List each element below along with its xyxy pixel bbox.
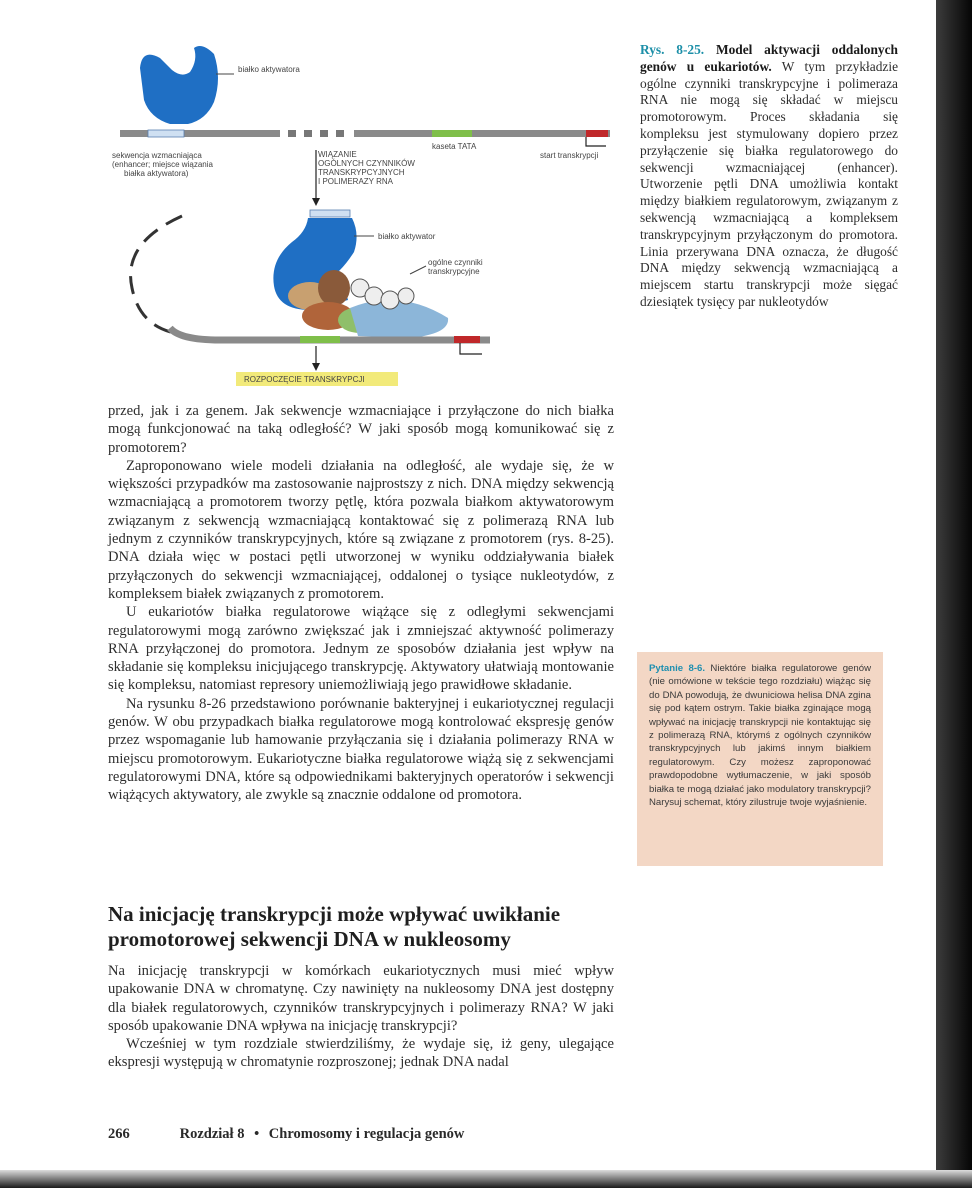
activation-diagram (110, 38, 630, 398)
label-start: start transkrypcji (540, 151, 599, 160)
paragraph-4: Na rysunku 8-26 przedstawiono porównanie bakteryjnej i eukariotycznej regulacji genów. W obu przypadkach białka regulatorowe mogą kontrolować ekspresję genów przez wspomaganie lub hamowanie przyłączania się i działania polimerazy RNA w miejscu promotorowym. Eukariotyczne białka regulatorowe wiążą się z sekwencjami regulatorowymi DNA, które są odpowiednikami bakteryjnych operatorów i sekwencji wiążących aktywatory, ale zwykle są znacznie oddalone od promotora. (108, 695, 614, 804)
gtf-brown (318, 270, 350, 306)
label-activator-top: białko aktywatora (238, 65, 300, 74)
paragraph-6: Wcześniej w tym rozdziale stwierdziliśmy, że wydaje się, iż geny, ulegające ekspresji występują w chromatynie rozproszonej; jednak DNA nadal (108, 1036, 614, 1071)
chapter-name: Rozdział 8 (179, 1126, 245, 1142)
label-enhancer-2: (enhancer; miejsce wiązania (112, 160, 213, 169)
label-activator-mid: białko aktywator (378, 232, 436, 241)
paragraph-5: Na inicjację transkrypcji w komórkach eukariotycznych musi mieć wpływ upakowanie DNA w chromatynę. Czy nawinięty na nukleosomy DNA jest dostępny dla białek regulatorowych, czynników transkrypcyjnych i polimerazy RNA? W jaki sposób upakowanie DNA wpływa na inicjację transkrypcji? (108, 963, 614, 1034)
question-box (637, 652, 883, 866)
caption-text: W tym przykładzie ogólne czynniki transkrypcyjne i polimeraza RNA nie mogą się składać w miejscu promotorowym. Proces składania się kompleksu jest stymulowany dopiero przez przyłączenie się białka regulatorowego do sekwencji wzmacniającej (enhancer). Utworzenie pętli DNA umożliwia kontakt między białkiem regulatorowym, związanym z sekwencją wzmacniającą a kompleksem transkrypcyjnym przyłączonym do promotora. Linia przerywana DNA oznacza, że długość DNA między sekwencją wzmacniającą a miejscem startu transkrypcji może sięgać dziesiątek tysięcy par nukleotydów (640, 58, 899, 309)
page-footer (108, 1126, 464, 1143)
start-site-top (586, 130, 608, 137)
rna-polymerase (350, 300, 448, 338)
label-result: ROZPOCZĘCIE TRANSKRYPCJI (244, 375, 365, 384)
page-edge-shadow (936, 0, 972, 1188)
bottom-edge-shadow (0, 1170, 972, 1188)
section-heading: Na inicjację transkrypcji może wpływać uwikłanie promotorowej sekwencji DNA w nukleosomy (108, 902, 561, 951)
dna-strand-bottom (170, 328, 490, 354)
body-text-2 (108, 962, 614, 1072)
question-text: Niektóre białka regulatorowe genów (nie omówione w tekście tego rozdziału) wiążąc się do DNA powodują, że dwuniciowa helisa DNA zgina się pod kątem ostrym. Takie białka zginające mogą wpływać na inicjację transkrypcji nie kontaktując się z polimerazą RNA, którymś z ogólnych czynników transkrypcyjnych lub jakimś innym białkiem regulatorowym. Czy możesz zaproponować prawdopodobne wytłumaczenie, w jaki sposób białka te mogą działać jako modulatory transkrypcji? Narysuj schemat, który zilustruje twoje wyjaśnienie. (649, 663, 871, 809)
activator-protein-top (140, 46, 218, 124)
chapter-title: Chromosomy i regulacja genów (268, 1126, 465, 1142)
caption-title: Model aktywacji oddalonych genów u eukariotów. (640, 42, 898, 74)
caption-number: Rys. 8-25. (640, 42, 705, 57)
paragraph-3: U eukariotów białka regulatorowe wiążące się z odległymi sekwencjami regulatorowymi mogą zarówno zwiększać jak i zmniejszać aktywność polimerazy RNA przyłączonej do promotora. Jednym ze sposobów działania jest wpływ na składanie się kompleksu inicjującego transkrypcję. Aktywatory ułatwiają montowanie się kompleksu, natomiast represory uniemożliwiają jego prawidłowe składanie. (108, 604, 614, 694)
dna-strand-top (120, 130, 610, 146)
tata-box-top (432, 130, 472, 137)
figure-8-25 (110, 38, 630, 398)
label-binding: WIĄZANIE OGÓLNYCH CZYNNIKÓW TRANSKRYPCYJNYCH I POLIMERAZY RNA (318, 150, 415, 186)
dna-loop-dashed (131, 216, 182, 334)
label-gtf: ogólne czynniki transkrypcyjne (428, 258, 483, 276)
paragraph-2: Zaproponowano wiele modeli działania na odległość, ale wydaje się, że w większości przypadków ma zastosowanie najprostszy z nich. DNA między sekwencją wzmacniającą a promotorem tworzy pętlę, która pozwala białkom aktywatorowym związanym z sekwencją wzmacniającą kontaktować się z polimerazą RNA lub jednym z czynników transkrypcyjnych, które są związane z promotorem (rys. 8-25). DNA działa więc w postaci pętli utworzonej w wyniku oddziaływania białek przyłączonych do sekwencji wzmacniającej, oddalonej o tysiące nukleotydów, z kompleksem białek związanych z promotorem. (108, 457, 614, 602)
question-label: Pytanie 8-6. (649, 663, 706, 674)
label-enhancer-1: sekwencja wzmacniająca (112, 151, 202, 160)
label-tata: kaseta TATA (432, 142, 477, 151)
label-enhancer-3: białka aktywatora) (124, 169, 189, 178)
page-number: 266 (108, 1126, 130, 1142)
paragraph-1: przed, jak i za genem. Jak sekwencje wzmacniające i przyłączone do nich białka mogą funkcjonować na taką odległość? W jaki sposób mogą komunikować się z promotorem? (108, 403, 614, 456)
figure-caption (640, 42, 898, 311)
tata-box-bottom (300, 336, 340, 343)
footer-bullet: • (254, 1126, 260, 1142)
start-site-bottom (454, 336, 480, 343)
body-text-1 (108, 402, 614, 805)
